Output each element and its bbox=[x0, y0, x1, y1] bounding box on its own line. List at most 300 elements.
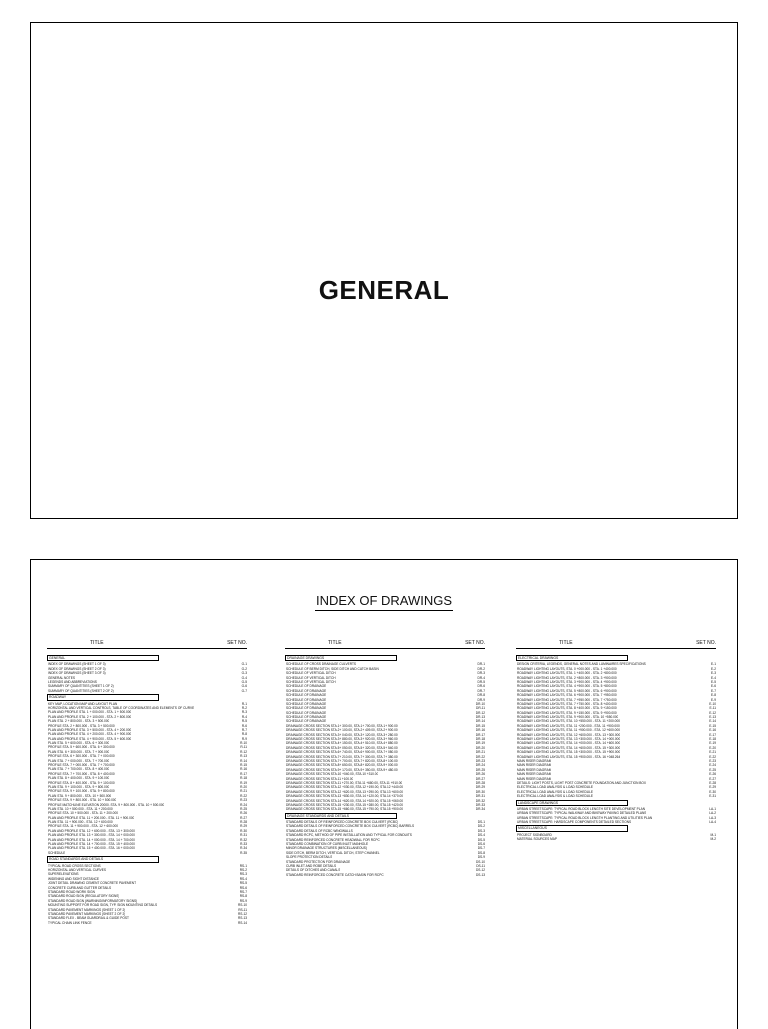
drawing-title: DRAINAGE CROSS SECTION STA.10 +040.00, STA.10 +310.00 bbox=[286, 772, 379, 777]
drawing-set-no: R-1 bbox=[241, 701, 247, 706]
drawing-title: MINOR DRAINAGE STRUCTURES (MISCELLANEOUS) bbox=[286, 846, 367, 851]
drawing-set-no: E-3 bbox=[711, 671, 716, 676]
drawing-title: DRAINAGE CROSS SECTION STA.12 +620.00, STA.13 +290.00, STA.13 +600.00 bbox=[286, 789, 404, 794]
drawing-set-no: RS-13 bbox=[237, 916, 247, 921]
drawing-set-no: DR-21 bbox=[475, 750, 485, 755]
drawing-title: ROADWAY LIGHTING LAYOUTS, STA. 6 +900.000 - STA. 7 +950.000 bbox=[517, 693, 617, 698]
drawing-title: PROFILE MATCHLINE ELEVATION 20000. STA. 9 + 800.000 - STA. 10 + 500.000 bbox=[48, 802, 165, 807]
drawing-set-no: E-14 bbox=[709, 719, 716, 724]
drawing-title: DRAINAGE CROSS SECTION STA.12 +030.00, STA.12 +190.00, STA.12 +440.00 bbox=[286, 785, 404, 790]
drawing-set-no: RS-7 bbox=[239, 889, 247, 894]
drawing-title: PROFILE STA. 10 + 500.000 - STA. 11 + 200.000 bbox=[48, 811, 118, 816]
drawing-set-no: DR-5 bbox=[477, 679, 485, 684]
section-heading: LANDSCAPE DRAWINGS bbox=[516, 800, 628, 806]
drawing-set-no: DR-27 bbox=[475, 776, 485, 781]
drawing-title: ROADWAY LIGHTING LAYOUTS, STA. 9 +150.000 - STA. 9 +900.000 bbox=[517, 710, 617, 715]
drawing-set-no: DR-29 bbox=[475, 785, 485, 790]
drawing-title: PROFILE STA. 5 + 600.000 - STA. 6 + 300.000 bbox=[48, 745, 115, 750]
drawing-set-no: R-3 bbox=[241, 710, 247, 715]
drawing-set-no: E-13 bbox=[709, 715, 716, 720]
drawing-title: ROADWAY LIGHTING LAYOUTS, STA. 7 +950.000 - STA. 7 +750.000 bbox=[517, 697, 617, 702]
drawing-title: STANDARD PROTECTION FOR DRAINAGE bbox=[286, 859, 351, 864]
drawing-set-no: DS-11 bbox=[476, 864, 485, 868]
drawing-title: SCHEDULE OF DRAINAGE bbox=[286, 693, 327, 698]
drawing-title: PROFILE STA. 8 + 400.000 - STA. 9 + 100.000 bbox=[48, 780, 115, 785]
drawing-title: SCHEDULE OF DRAINAGE bbox=[286, 684, 327, 689]
drawing-title: PLAN STA. 6 + 300.000 - STA. 7 + 000.000 bbox=[48, 749, 110, 754]
drawing-set-no: RS-4 bbox=[239, 876, 247, 881]
drawing-set-no: R-19 bbox=[240, 780, 247, 785]
column-header bbox=[285, 640, 485, 649]
drawing-title: URBAN STREETSCAPE: TYPICAL ROAD BLOCK LENGTH SITE DEVELOPMENT PLAN bbox=[517, 806, 646, 811]
section-heading: ROADWAY bbox=[47, 694, 159, 700]
drawing-title: ROADWAY LIGHTING LAYOUTS, STA. 11 +200.000 - STA. 11 +900.000 bbox=[517, 723, 620, 728]
drawing-set-no: LA-1 bbox=[709, 806, 716, 811]
title-header: TITLE bbox=[328, 640, 342, 646]
drawing-set-no: DR-18 bbox=[475, 737, 485, 742]
drawing-title: PLAN STA. 7 + 700.000 - STA. 8 + 400.000 bbox=[48, 767, 110, 772]
drawing-set-no: RS-9 bbox=[239, 898, 247, 903]
drawing-set-no: R-33 bbox=[240, 842, 247, 847]
drawing-title: SUPERELEVATIONS bbox=[48, 872, 79, 877]
drawing-set-no: E-29 bbox=[709, 785, 716, 790]
drawing-set-no: R-26 bbox=[240, 811, 247, 816]
drawing-title: SCHEDULE OF CROSS DRAINAGE CULVERTS bbox=[286, 662, 357, 667]
drawing-set-no: DR-2 bbox=[477, 666, 485, 671]
drawing-title: PLAN AND PROFILE STA. 2 + 100.000 - STA. 2 + 800.000 bbox=[48, 714, 132, 719]
drawing-set-no: E-22 bbox=[709, 754, 716, 759]
drawing-title: STANDARD DETAILS OF REINFORCED CONCRETE BOX CULVERT (RCBC) BARRELS bbox=[286, 824, 415, 829]
drawing-title: DRAINAGE CROSS SECTION STA.11 +100.00 bbox=[286, 776, 354, 781]
drawing-title: DRAINAGE CROSS SECTION STA.7+ 210.00, STA.7+ 300.00, STA.7+ 380.00 bbox=[286, 754, 398, 759]
drawing-set-no: DS-4 bbox=[477, 833, 485, 838]
drawing-title: INDEX OF DRAWINGS (SHEET 1 OF 3) bbox=[48, 662, 106, 667]
drawing-set-no: DR-20 bbox=[475, 745, 485, 750]
drawing-set-no: R-16 bbox=[240, 767, 247, 772]
drawing-title: STANDARD COMBINATION OF CURB INLET MANHOLE bbox=[286, 842, 369, 847]
drawing-set-no: M-2 bbox=[710, 837, 716, 842]
drawing-set-no: DR-19 bbox=[475, 741, 485, 746]
drawing-title: PROFILE STA. 6 + 300.000 - STA. 7 + 000.000 bbox=[48, 754, 115, 759]
drawing-title: SCHEDULE OF DRAINAGE bbox=[286, 710, 327, 715]
drawing-title: ELECTRICAL LOAD ANALYSIS & LOAD SCHEDULE bbox=[517, 785, 593, 790]
drawing-title: SCHEDULE OF VERTICAL DITCH bbox=[286, 675, 336, 680]
drawing-title: PLAN STA. 2 + 800.000 - STA. 3 + 500.000 bbox=[48, 719, 110, 724]
drawing-set-no: DR-9 bbox=[477, 697, 485, 702]
drawing-title: SUMMARY OF QUANTITIES (SHEET 2 OF 2) bbox=[48, 688, 114, 693]
drawing-title: ROADWAY LIGHTING LAYOUTS, STA. 7 +750.000 - STA. 8 +400.000 bbox=[517, 701, 617, 706]
drawing-title: HORIZONTAL AND VERTICAL CONTROLS, TABLE OF COORDINATES AND ELEMENTS OF CURVE bbox=[48, 705, 195, 710]
drawing-set-no: RS-12 bbox=[237, 911, 247, 916]
drawing-title: KEY MAP, LOCATION MAP AND LAYOUT PLAN bbox=[48, 701, 118, 706]
drawing-set-no: R-25 bbox=[240, 806, 247, 811]
drawing-set-no: DR-16 bbox=[475, 728, 485, 733]
drawing-set-no: DR-25 bbox=[475, 767, 485, 772]
drawing-set-no: R-31 bbox=[240, 833, 247, 838]
drawing-set-no: E-21 bbox=[709, 750, 716, 755]
drawing-title: SCHEDULE OF DRAINAGE bbox=[286, 688, 327, 693]
drawing-title: ELECTRICAL LOAD ANALYSIS & LOAD SCHEDULE bbox=[517, 789, 593, 794]
drawing-set-no: E-10 bbox=[709, 701, 716, 706]
drawing-title: PLAN AND PROFILE STA. 14 + 700.000 - STA. 15 + 400.000 bbox=[48, 842, 135, 847]
section-heading: DRAINAGE DRAWINGS bbox=[285, 655, 397, 661]
drawing-set-no: DR-7 bbox=[477, 688, 485, 693]
drawing-title: SCHEDULE OF DRAINAGE bbox=[286, 719, 327, 724]
drawing-title: ROADWAY LIGHTING LAYOUTS, STA. 15 +300.000 - STA. 15 +900.000 bbox=[517, 750, 621, 755]
drawing-title: SUMMARY OF QUANTITIES (SHEET 1 OF 2) bbox=[48, 684, 114, 689]
drawing-set-no: RS-11 bbox=[238, 907, 247, 912]
drawing-set-no: DR-30 bbox=[475, 789, 485, 794]
drawing-title: PLAN AND PROFILE STA. 13 + 300.000 - STA. 14 + 000.000 bbox=[48, 833, 135, 838]
drawing-set-no: DR-28 bbox=[475, 780, 485, 785]
drawing-set-no: LA-4 bbox=[709, 820, 716, 825]
drawing-set-no: E-31 bbox=[709, 794, 716, 799]
drawing-set-no: R-7 bbox=[241, 727, 247, 732]
drawing-title: DRAINAGE CROSS SECTION STA.11 +270.00, STA.11 +680.00, STA.11 +910.00 bbox=[286, 780, 403, 785]
drawing-title: PROFILE STA. 7 + 700.000 - STA. 8 + 400.000 bbox=[48, 771, 115, 776]
drawing-title: ROADWAY LIGHTING LAYOUTS, STA. 9 +900.000 - STA. 10 +550.000 bbox=[517, 715, 619, 720]
drawing-title: INDEX OF DRAWINGS (SHEET 3 OF 3) bbox=[48, 671, 106, 676]
drawing-title: PLAN STA. 7 + 000.000 - STA. 7 + 700.000 bbox=[48, 758, 110, 763]
drawing-title: ROADWAY LIGHTING LAYOUTS, STA. 1 +400.000 - STA. 2 +800.000 bbox=[517, 671, 617, 676]
drawing-set-no: DR-1 bbox=[477, 662, 485, 667]
drawing-set-no: DR-10 bbox=[475, 701, 485, 706]
drawing-title: PROFILE STA. 7 + 000.000 - STA. 7 + 700.000 bbox=[48, 763, 115, 768]
drawing-set-no: R-29 bbox=[240, 824, 247, 829]
drawing-title: STANDARD ROAD WORK SIGN bbox=[48, 889, 95, 894]
drawing-set-no: E-16 bbox=[709, 728, 716, 733]
drawing-title: HORIZONTAL AND VERTICAL CURVES bbox=[48, 868, 107, 873]
drawing-set-no: RS-10 bbox=[237, 903, 247, 908]
drawing-set-no: R-10 bbox=[240, 741, 247, 746]
drawing-title: STANDARD ROAD SIGN (REGULATORY SIGNS) bbox=[48, 894, 120, 899]
drawing-title: DRAINAGE CROSS SECTION STA.2+ 100.00, STA.2+ 409.00, STA.2+ 900.00 bbox=[286, 728, 398, 733]
drawing-title: ROADWAY LIGHTING LAYOUTS, STA. 11 +900.000 - STA. 12 +600.000 bbox=[517, 728, 620, 733]
drawing-set-no: G-6 bbox=[241, 684, 247, 689]
drawing-set-no: E-8 bbox=[711, 693, 716, 698]
drawing-title: INDEX OF DRAWINGS (SHEET 2 OF 3) bbox=[48, 666, 106, 671]
drawing-title: DRAINAGE CROSS SECTION STA.9+ 170.00, STA.9+ 350.00, STA.9+ 480.00 bbox=[286, 767, 398, 772]
drawing-set-no: R-20 bbox=[240, 784, 247, 789]
drawing-set-no: E-27 bbox=[709, 776, 716, 781]
drawing-set-no: E-7 bbox=[711, 688, 716, 693]
section-heading: MISCELLANEOUS bbox=[516, 825, 628, 831]
drawing-title: ROADWAY LIGHTING LAYOUTS, STA. 15 +900.000 - STA. 16 +048.264 bbox=[517, 754, 621, 759]
drawing-set-no: E-28 bbox=[709, 780, 716, 785]
title-header: TITLE bbox=[559, 640, 573, 646]
drawing-title: ROADWAY LIGHTING LAYOUTS, STA. 2 +800.000 - STA. 3 +900.000 bbox=[517, 675, 617, 680]
index-column-1 bbox=[47, 640, 247, 925]
drawing-set-no: R-30 bbox=[240, 828, 247, 833]
drawing-title: CURB INLET AND ROBE DETAILS bbox=[286, 864, 337, 868]
drawing-set-no: RS-8 bbox=[239, 894, 247, 899]
drawing-title: DRAINAGE CROSS SECTION STA.8+ 650.00, STA.8+ 820.00, STA.9+ 000.00 bbox=[286, 763, 398, 768]
drawing-set-no: R-5 bbox=[241, 719, 247, 724]
drawing-title: STANDARD DETAILS OF RCBC WINGWALLS bbox=[286, 828, 353, 833]
drawing-title: STANDARD REINFORCED CONCRETE CATCH BASIN FOR RCPC bbox=[286, 872, 384, 877]
drawing-title: PLAN STA. 8 + 400.000 - STA. 9 + 100.000 bbox=[48, 776, 110, 781]
drawing-set-no: RS-6 bbox=[239, 885, 247, 890]
drawing-title: DRAINAGE CROSS SECTION STA.1+ 300.00, STA.1+ 700.00, STA.1+ 900.00 bbox=[286, 723, 398, 728]
drawing-set-no: DS-3 bbox=[477, 828, 485, 833]
drawing-title: DRAINAGE CROSS SECTION STA.6+ 740.00, STA.6+ 900.00, STA.7+ 080.00 bbox=[286, 750, 398, 755]
index-sheet bbox=[30, 559, 738, 1029]
drawing-title: PLAN AND PROFILE STA. 11 + 200.000 - STA. 11 + 900.000 bbox=[48, 815, 135, 820]
drawing-title: DRAINAGE CROSS SECTION STA.5+ 050.00, STA.5+ 320.00, STA.5+ 540.00 bbox=[286, 745, 398, 750]
drawing-set-no: R-32 bbox=[240, 837, 247, 842]
drawing-title: PLAN AND PROFILE STA. 12 + 600.000 - STA. 13 + 300.000 bbox=[48, 828, 135, 833]
cover-sheet bbox=[30, 22, 738, 519]
drawing-title: STANDARD RCPC, METHOD OF PIPE INSTALLATION AND TYPICAL FOR CONDUITS bbox=[286, 833, 412, 838]
drawing-set-no: R-24 bbox=[240, 802, 247, 807]
drawing-set-no: R-23 bbox=[240, 798, 247, 803]
drawing-set-no: DR-15 bbox=[475, 723, 485, 728]
drawing-row bbox=[47, 921, 247, 925]
drawing-set-no: R-22 bbox=[240, 793, 247, 798]
drawing-title: DRAINAGE CROSS SECTION STA.13 +830.00, STA.14 +120.00, STA.14 +370.00 bbox=[286, 794, 404, 799]
drawing-title: PLAN AND PROFILE STA. 15 + 400.000 - STA. 16 + 000.000 bbox=[48, 846, 135, 851]
drawing-set-no: G-1 bbox=[241, 662, 247, 667]
drawing-set-no: R-15 bbox=[240, 763, 247, 768]
column-header bbox=[516, 640, 716, 649]
section-heading: ELECTRICAL DRAWINGS bbox=[516, 655, 628, 661]
drawing-title: SLOPE PROTECTION DETAILS bbox=[286, 855, 333, 860]
drawing-set-no: R-34 bbox=[240, 846, 247, 851]
drawing-title: TYPICAL ROAD CROSS SECTIONS bbox=[48, 863, 101, 868]
cover-title: GENERAL bbox=[318, 275, 450, 305]
drawing-title: MATERIAL SOURCES MAP bbox=[517, 837, 558, 842]
drawing-title: PLAN AND PROFILE STA. 4 + 200.000 - STA. 4 + 900.000 bbox=[48, 732, 132, 737]
drawing-title: DESIGN CRITERIA, LEGENDS, GENERAL NOTES AND LUMINAIRES SPECIFICATIONS bbox=[517, 662, 646, 667]
drawing-title: MAIN RISER DIAGRAM bbox=[517, 772, 552, 777]
drawing-set-no: LA-3 bbox=[709, 815, 716, 820]
drawing-title: SCHEDULE OF DRAINAGE bbox=[286, 697, 327, 702]
drawing-title: STANDARD DETAILS OF REINFORCED CONCRETE BOX CULVERT (RCBC) bbox=[286, 820, 399, 825]
drawing-set-no: R-4 bbox=[241, 714, 247, 719]
drawing-set-no: DS-12 bbox=[475, 868, 485, 873]
drawing-set-no: DR-33 bbox=[475, 802, 485, 807]
section-heading: GENERAL bbox=[47, 655, 159, 661]
drawing-title: SCHEDULE OF DRAINAGE bbox=[286, 715, 327, 720]
drawing-title: STANDARD FLEX - BEAM GUARDRAIL & GUIDE POST bbox=[48, 916, 129, 921]
set-no-header: SET NO. bbox=[227, 640, 247, 646]
drawing-set-no: DR-34 bbox=[475, 807, 485, 812]
drawing-title: ROADWAY LIGHTING LAYOUTS, STA. 0 +000.000 - STA. 1 +400.000 bbox=[517, 666, 617, 671]
drawing-set-no: DR-23 bbox=[475, 759, 485, 763]
drawing-set-no: R-13 bbox=[240, 754, 247, 759]
drawing-title: ROADWAY LIGHTING LAYOUTS, STA. 12 +600.000 - STA. 13 +300.000 bbox=[517, 732, 621, 737]
drawing-title: ROADWAY LIGHTING LAYOUTS, STA. 10 +550.000 - STA. 11 +200.000 bbox=[517, 719, 620, 724]
drawing-set-no: DS-10 bbox=[475, 859, 485, 864]
drawing-title: ROADWAY LIGHTING LAYOUTS, STA. 13 +300.000 - STA. 14 +000.000 bbox=[517, 737, 621, 742]
drawing-title: CONCRETE CURB AND GUTTER DETAILS bbox=[48, 885, 112, 890]
drawing-set-no: R-21 bbox=[240, 789, 247, 794]
drawing-set-no: E-4 bbox=[711, 675, 716, 680]
drawing-title: PLAN AND PROFILE STA. 4 + 900.000 - STA. 5 + 600.000 bbox=[48, 736, 132, 741]
drawing-title: SCHEDULE OF BERM DITCH, SIDE DITCH AND CATCH BASIN bbox=[286, 666, 379, 671]
drawing-title: DRAINAGE CROSS SECTION STA.15 +660.00, STA.15 +790.00, STA.15 +900.00 bbox=[286, 807, 404, 812]
drawing-set-no: R-28 bbox=[240, 820, 247, 825]
drawing-set-no: RS-5 bbox=[239, 881, 247, 886]
drawing-title: WIDENING AND SIGHT DISTANCE bbox=[48, 876, 100, 881]
drawing-set-no: DR-3 bbox=[477, 671, 485, 676]
drawing-title: MOUNTING SUPPORT FOR ROAD SIGN, TYP. SIGN MOUNTING DETAILS bbox=[48, 903, 158, 908]
drawing-title: SCHEDULE OF DRAINAGE bbox=[286, 701, 327, 706]
drawing-set-no: R-35 bbox=[240, 850, 247, 855]
drawing-title: DETAILS: LIGHT POSTS, LIGHT POST CONCRETE FOUNDATION AND JUNCTION BOX bbox=[517, 780, 646, 785]
drawing-row bbox=[47, 851, 247, 855]
drawing-set-no: E-11 bbox=[709, 706, 716, 711]
drawing-title: ROADWAY LIGHTING LAYOUTS, STA. 5 +800.000 - STA. 6 +900.000 bbox=[517, 688, 617, 693]
drawing-set-no: DR-4 bbox=[477, 675, 485, 680]
drawing-set-no: DR-24 bbox=[475, 763, 485, 768]
drawing-set-no: DR-17 bbox=[475, 732, 485, 737]
drawing-set-no: DS-2 bbox=[477, 824, 485, 829]
index-column-3 bbox=[516, 640, 716, 842]
drawing-set-no: R-2 bbox=[241, 705, 247, 710]
drawing-set-no: RS-1 bbox=[239, 863, 247, 868]
drawing-set-no: DR-11 bbox=[476, 706, 485, 711]
column-header bbox=[47, 640, 247, 649]
drawing-title: TYPICAL CHAIN LINK FENCE bbox=[48, 920, 92, 925]
drawing-set-no: DR-26 bbox=[475, 772, 485, 777]
drawing-title: URBAN STREETSCAPE: TYPICAL WALKWAY AND BIKEWAY PAVING DETAILED PLANS bbox=[517, 811, 647, 816]
drawing-title: SCHEDULE OF VERTICAL DITCH bbox=[286, 679, 336, 684]
drawing-set-no: DR-8 bbox=[477, 693, 485, 698]
drawing-title: PLAN STA. 11 + 900.000 - STA. 12 + 600.000 bbox=[48, 820, 113, 825]
drawing-set-no: E-18 bbox=[709, 737, 716, 742]
drawing-title: STANDARD REINFORCED CONCRETE HEADWALL FOR RCPC bbox=[286, 837, 380, 842]
drawing-set-no: DR-12 bbox=[475, 710, 485, 715]
drawing-title: DRAINAGE CROSS SECTION STA.3+ 040.00, STA.3+ 120.00, STA.3+ 280.00 bbox=[286, 732, 398, 737]
drawing-title: PLAN AND PROFILE STA. 14 + 000.000 - STA. 14 + 700.000 bbox=[48, 837, 135, 842]
drawing-title: PLAN AND PROFILE STA. 3 + 500.000 - STA. 4 + 200.000 bbox=[48, 727, 132, 732]
drawing-set-no: DR-22 bbox=[475, 754, 485, 759]
drawing-title: DRAINAGE CROSS SECTION STA.4+ 150.00, STA.4+ 510.00, STA.4+ 880.00 bbox=[286, 741, 398, 746]
drawing-title: PLAN STA. 9 + 800.000 - STA. 10 + 500.000 bbox=[48, 793, 112, 798]
drawing-title: SCHEDULE OF DRAINAGE bbox=[286, 706, 327, 711]
drawing-title: PROFILE STA. 2 + 800.000 - STA. 3 + 500.000 bbox=[48, 723, 115, 728]
drawing-title: PROFILE STA. 11 + 900.000 - STA. 12 + 600.000 bbox=[48, 824, 118, 829]
drawing-set-no: R-6 bbox=[241, 723, 247, 728]
drawing-set-no: DR-31 bbox=[475, 794, 485, 799]
drawing-set-no: E-17 bbox=[709, 732, 716, 737]
drawing-set-no: E-1 bbox=[711, 662, 716, 667]
drawing-set-no: LA-2 bbox=[709, 811, 716, 816]
drawing-set-no: E-24 bbox=[709, 763, 716, 768]
drawing-set-no: R-8 bbox=[241, 732, 247, 737]
drawing-set-no: R-14 bbox=[240, 758, 247, 763]
drawing-title: PLAN STA. 10 + 500.000 - STA. 11 + 200.000 bbox=[48, 806, 113, 811]
drawing-title: PROFILE STA. 9 + 100.000 - STA. 9 + 800.000 bbox=[48, 789, 115, 794]
drawing-title: ELECTRICAL LOAD ANALYSIS & LOAD SCHEDULE bbox=[517, 794, 593, 799]
drawing-set-no: E-5 bbox=[711, 679, 716, 684]
set-no-header: SET NO. bbox=[696, 640, 716, 646]
drawing-set-no: R-18 bbox=[240, 776, 247, 781]
drawing-title: DRAINAGE CROSS SECTION STA.3+ 880.00, STA.3+ 920.00, STA.3+ 960.00 bbox=[286, 737, 398, 742]
drawing-set-no: DS-13 bbox=[475, 872, 485, 877]
drawing-set-no: R-11 bbox=[240, 745, 247, 750]
drawing-set-no: M-1 bbox=[710, 832, 716, 837]
section-heading: DRAINAGE STANDARDS AND DETAILS bbox=[285, 813, 397, 819]
drawing-set-no: DS-6 bbox=[477, 842, 485, 847]
drawing-set-no: E-26 bbox=[709, 772, 716, 777]
drawing-title: URBAN STREETSCAPE: TYPICAL ROAD BLOCK LENGTH PLANTING AND UTILITIES PLAN bbox=[517, 815, 653, 820]
drawing-title: SCHEDULE bbox=[48, 850, 66, 855]
drawing-title: ROADWAY LIGHTING LAYOUTS, STA. 3 +900.000 - STA. 4 +900.000 bbox=[517, 679, 617, 684]
title-header: TITLE bbox=[90, 640, 104, 646]
drawing-set-no: DR-13 bbox=[475, 715, 485, 720]
drawing-title: DRAINAGE CROSS SECTION STA.7+ 700.00, STA.7+ 820.00, STA.8+ 100.00 bbox=[286, 759, 398, 763]
drawing-set-no: G-3 bbox=[241, 671, 247, 676]
drawing-row bbox=[47, 689, 247, 693]
drawing-row bbox=[516, 820, 716, 824]
drawing-title: MAIN RISER DIAGRAM bbox=[517, 767, 552, 772]
index-title: INDEX OF DRAWINGS bbox=[31, 593, 737, 608]
drawing-set-no: RS-14 bbox=[237, 920, 247, 925]
drawing-title: STANDARD PAVEMENT MARKINGS (SHEET 1 OF 2) bbox=[48, 907, 126, 912]
drawing-title: PROFILE STA. 9 + 800.000 - STA. 10 + 500.000 bbox=[48, 798, 117, 803]
drawing-set-no: E-15 bbox=[709, 723, 716, 728]
drawing-row bbox=[285, 807, 485, 811]
drawing-title: PROJECT SIGNBOARD bbox=[517, 832, 552, 837]
drawing-title: JOINT DETAIL DRAWING CEMENT CONCRETE PAVEMENT bbox=[48, 881, 137, 886]
drawing-title: PLAN AND PROFILE STA. 1 + 000.000 - STA. 1 + 500.000 bbox=[48, 710, 132, 715]
drawing-set-no: E-6 bbox=[711, 684, 716, 689]
set-no-header: SET NO. bbox=[465, 640, 485, 646]
drawing-set-no: G-5 bbox=[241, 679, 247, 684]
drawing-title: DETAILS OF DITCHES AND CANALS bbox=[286, 868, 341, 873]
drawing-title: PLAN STA. 5 + 600.000 - STA. 6 + 300.000 bbox=[48, 741, 110, 746]
drawing-set-no: RS-3 bbox=[239, 872, 247, 877]
drawing-title: SIDE DITCH, BERM DITCH, VERTICAL DITCH, STEP CHANNEL bbox=[286, 850, 380, 855]
drawing-title: DRAINAGE CROSS SECTION STA.15 +230.00, STA.15 +280.00, STA.15 +420.00 bbox=[286, 802, 404, 807]
drawing-set-no: E-2 bbox=[711, 666, 716, 671]
drawing-set-no: RS-2 bbox=[239, 868, 247, 873]
drawing-title: GENERAL NOTES bbox=[48, 675, 75, 680]
drawing-title: STANDARD PAVEMENT MARKINGS (SHEET 2 OF 2) bbox=[48, 911, 126, 916]
drawing-set-no: DS-9 bbox=[477, 855, 485, 860]
drawing-set-no: DS-7 bbox=[477, 846, 485, 851]
drawing-set-no: G-4 bbox=[241, 675, 247, 680]
drawing-set-no: DS-1 bbox=[477, 820, 485, 825]
drawing-set-no: R-9 bbox=[241, 736, 247, 741]
drawing-set-no: G-7 bbox=[241, 688, 247, 693]
drawing-set-no: E-25 bbox=[709, 767, 716, 772]
drawing-set-no: DS-5 bbox=[477, 837, 485, 842]
drawing-row bbox=[516, 837, 716, 841]
drawing-set-no: DS-8 bbox=[477, 850, 485, 855]
drawing-title: ROADWAY LIGHTING LAYOUTS, STA. 14 +600.000 - STA. 15 +300.000 bbox=[517, 745, 621, 750]
drawing-row bbox=[516, 794, 716, 798]
drawing-set-no: E-20 bbox=[709, 745, 716, 750]
drawing-set-no: R-17 bbox=[240, 771, 247, 776]
drawing-title: URBAN STREETSCAPE: HARDSCAPE COMPONENTS DETAILED SECTIONS bbox=[517, 820, 632, 825]
drawing-title: MAIN RISER DIAGRAM bbox=[517, 776, 552, 781]
drawing-title: MAIN RISER DIAGRAM bbox=[517, 763, 552, 768]
drawing-title: SCHEDULE OF VERTICAL DITCH bbox=[286, 671, 336, 676]
drawing-set-no: E-23 bbox=[709, 759, 716, 763]
drawing-set-no: DR-6 bbox=[477, 684, 485, 689]
drawing-title: ROADWAY LIGHTING LAYOUTS, STA. 4 +900.000 - STA. 5 +800.000 bbox=[517, 684, 617, 689]
drawing-set-no: DR-32 bbox=[475, 798, 485, 803]
drawing-title: STANDARD ROAD SIGN (WARNING/INFORMATORY SIGNS) bbox=[48, 898, 138, 903]
drawing-set-no: E-30 bbox=[709, 789, 716, 794]
drawing-set-no: E-19 bbox=[709, 741, 716, 746]
drawing-title: LEGENDS AND ABBREVIATIONS bbox=[48, 679, 97, 684]
drawing-set-no: R-27 bbox=[240, 815, 247, 820]
drawing-title: ROADWAY LIGHTING LAYOUTS, STA. 8 +400.000 - STA. 9 +150.000 bbox=[517, 706, 617, 711]
